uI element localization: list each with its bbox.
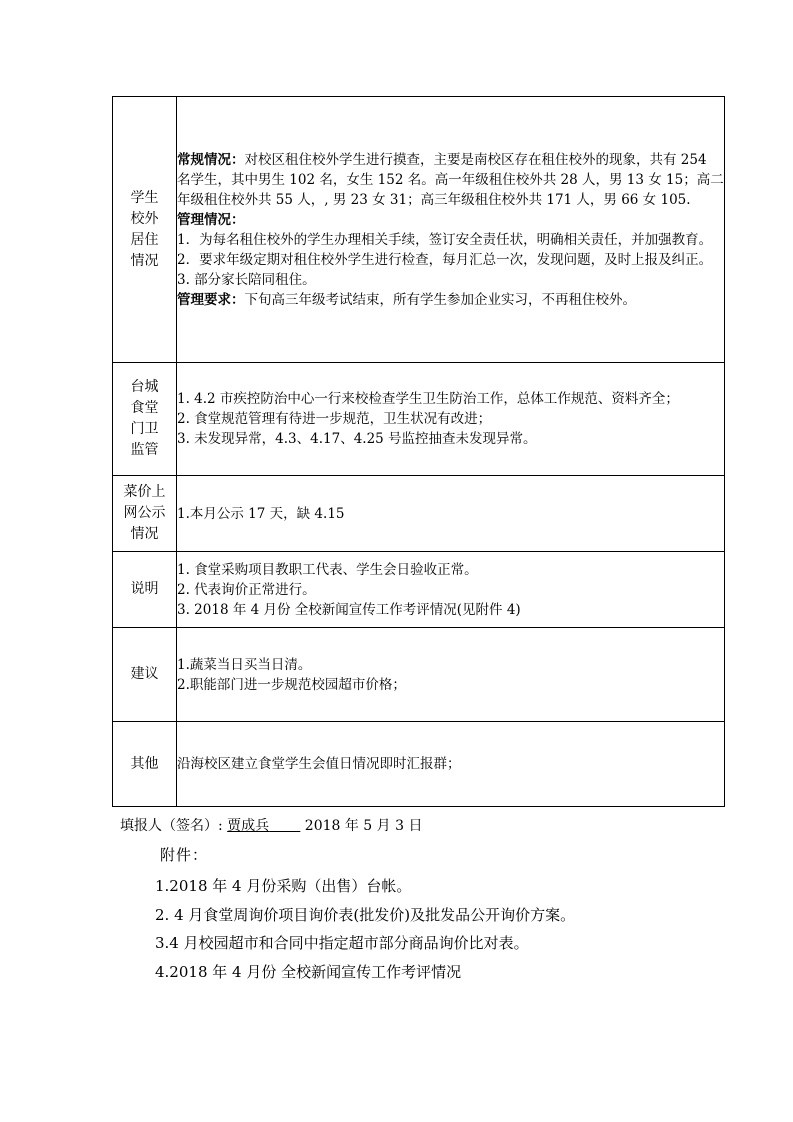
line-heading: 常规情况：: [177, 151, 245, 168]
content-line: [177, 429, 724, 449]
line-text: 2.职能部门进一步规范校园超市价格；: [177, 676, 406, 693]
row-content: [177, 476, 725, 552]
line-text: 1. 4.2 市疾控防治中心一行来校检查学生卫生防治工作，总体工作规范、资料齐全；: [177, 391, 679, 407]
content-line: [177, 250, 724, 270]
row-label-text: 学生校外居住情况: [130, 189, 159, 269]
row-content: [177, 628, 725, 722]
row-label: [113, 628, 177, 722]
content-line: [177, 409, 724, 429]
row-content: [177, 363, 725, 476]
line-text: 1．为每名租住校外的学生办理相关手续，签订安全责任状，明确相关责任，并加强教育。: [177, 231, 713, 248]
attachment-item: 3.4 月校园超市和合同中指定超市部分商品询价比对表。: [155, 934, 529, 952]
content-line: [177, 150, 724, 210]
row-content: [177, 722, 725, 807]
row-suggestions: [113, 628, 725, 722]
row-label: [113, 722, 177, 807]
signer-label: 填报人（签名）:: [120, 818, 223, 834]
row-content: [177, 97, 725, 363]
line-text: 1.蔬菜当日买当日清。: [177, 656, 312, 673]
report-table: [112, 96, 725, 807]
row-price-publicity: [113, 476, 725, 552]
row-canteen-gate-supervision: [113, 363, 725, 476]
row-label-text: 建议: [130, 666, 159, 682]
line-text: 下旬高三年级考试结束，所有学生参加企业实习，不再租住校外。: [244, 291, 636, 308]
content-line: [177, 210, 724, 230]
line-text: 2．要求年级定期对租住校外学生进行检查，每月汇总一次，发现问题，及时上报及纠正。: [177, 251, 713, 268]
report-date: 2018 年 5 月 3 日: [304, 818, 423, 834]
row-label-text: 台城食堂门卫监管: [130, 379, 159, 458]
row-label-text: 其他: [130, 755, 159, 772]
line-text: 1. 食堂采购项目教职工代表、学生会日验收正常。: [177, 561, 478, 578]
content-line: [177, 600, 724, 620]
line-text: 3. 部分家长陪同租住。: [177, 271, 316, 288]
attachment-item: 2. 4 月食堂周询价项目询价表(批发价)及批发品公开询价方案。: [155, 905, 576, 924]
content-line: [177, 560, 724, 580]
content-line: [177, 675, 724, 695]
attachment-item: 1.2018 年 4 月份采购（出售）台帐。: [155, 877, 412, 895]
signer-name-text: 贾成兵: [227, 818, 270, 834]
line-text: 2. 代表询价正常进行。: [177, 581, 316, 598]
content-line: [177, 754, 724, 774]
line-heading: 管理要求：: [177, 291, 245, 308]
content-line: [177, 389, 724, 409]
row-label: [113, 97, 177, 363]
attachment-item: 4.2018 年 4 月份 全校新闻宣传工作考评情况: [155, 962, 462, 981]
content-line: [177, 504, 724, 524]
line-text: 3. 2018 年 4 月份 全校新闻宣传工作考评情况(见附件 4): [177, 601, 521, 618]
signer-name: [227, 818, 300, 834]
row-label: [113, 552, 177, 628]
line-text: 2. 食堂规范管理有待进一步规范，卫生状况有改进；: [177, 411, 492, 427]
signer-line: [120, 815, 422, 835]
row-other: [113, 722, 725, 807]
line-text: 3. 未发现异常，4.3、4.17、4.25 号监控抽查未发现异常。: [177, 431, 537, 447]
row-label-text: 菜价上网公示情况: [123, 484, 166, 542]
line-text: 1.本月公示 17 天，缺 4.15: [177, 505, 345, 522]
content-line: [177, 580, 724, 600]
line-text: 对校区租住校外学生进行摸查，主要是南校区存在租住校外的现象，共有 254 名学生，其中男生 102 名，女生 152 名。高一年级租住校外共 28 人，男 13 女 15；高二年级租住校外共 55 人，, 男 23 女 31；高三年级租住校外共 171 人，男 66 女 105.: [177, 151, 724, 208]
content-line: [177, 270, 724, 290]
row-offcampus-housing: [113, 97, 725, 363]
content-line: [177, 290, 724, 310]
row-notes: [113, 552, 725, 628]
line-text: 沿海校区建立食堂学生会值日情况即时汇报群；: [177, 756, 461, 772]
attachments-title: 附件：: [160, 846, 209, 864]
row-label: [113, 363, 177, 476]
content-line: [177, 655, 724, 675]
content-line: [177, 230, 724, 250]
row-label: [113, 476, 177, 552]
line-heading: 管理情况：: [177, 211, 245, 228]
row-content: [177, 552, 725, 628]
attachments-list: [155, 872, 575, 986]
row-label-text: 说明: [130, 581, 159, 597]
